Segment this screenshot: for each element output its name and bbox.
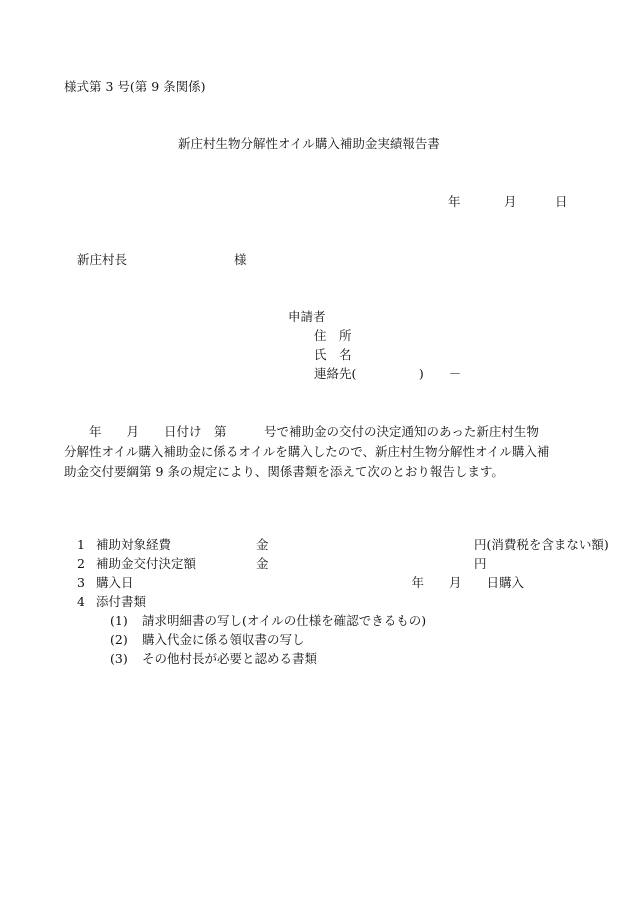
addressee-honorific: 様 [234,252,247,267]
applicant-name-label: 氏 名 [314,347,352,362]
body-line: 助金交付要綱第 9 条の規定により、関係書類を添えて次のとおり報告します。 [64,464,504,479]
item-value: 年 月 日購入 [399,575,525,590]
item-label: 補助金交付決定額 [96,556,197,571]
addressee-name: 新庄村長 [77,252,128,267]
body-line: 分解性オイル購入補助金に係るオイルを購入したので、新庄村生物分解性オイル購入補 [64,444,550,459]
attachment-number: (1) [110,613,128,628]
attachment-number: (3) [110,651,128,666]
attachment-text: 請求明細書の写し(オイルの仕様を確認できるもの) [142,613,427,628]
applicant-contact-label: 連絡先( ) － [314,366,462,381]
item-number: 4 [77,594,85,609]
item-label: 補助対象経費 [96,537,172,552]
item-currency: 金 [256,556,269,571]
attachment-number: (2) [110,632,128,647]
item-value: 円 [399,556,487,571]
item-number: 2 [77,556,85,571]
attachment-text: 購入代金に係る領収書の写し [142,632,305,647]
applicant-address-label: 住 所 [314,328,352,343]
date-year: 年 [448,194,461,209]
item-label: 購入日 [96,575,134,590]
item-currency: 金 [256,537,269,552]
date-month: 月 [504,194,517,209]
item-number: 1 [77,537,85,552]
form-number: 様式第 3 号(第 9 条関係) [64,79,206,94]
addressee [77,251,247,269]
item-number: 3 [77,575,85,590]
report-body [64,422,584,482]
attachment-text: その他村長が必要と認める書類 [142,651,318,666]
document-title: 新庄村生物分解性オイル購入補助金実績報告書 [178,136,440,151]
body-line: 年 月 日付け 第 号で補助金の交付の決定通知のあった新庄村生物 [64,424,539,439]
item-value: 円(消費税を含まない額) [399,537,609,552]
item-label: 添付書類 [96,594,147,609]
applicant-heading: 申請者 [288,309,326,324]
date-day: 日 [555,194,568,209]
